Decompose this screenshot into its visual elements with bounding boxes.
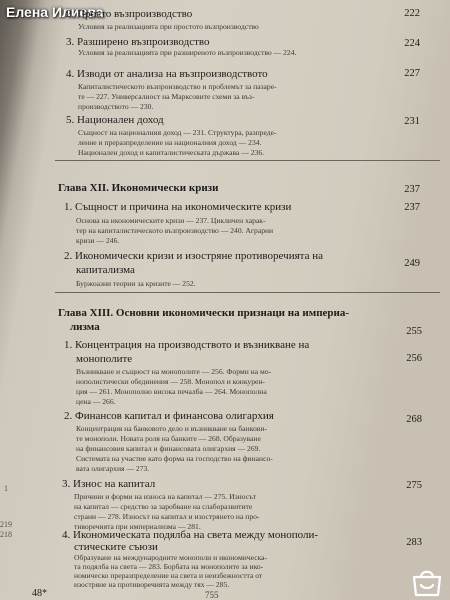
toc-page-number: 237 (404, 202, 420, 213)
toc-entry-description: тер на капиталистическото възпроизводство — 240. Аграрни (76, 226, 274, 235)
toc-page-number: 268 (406, 414, 422, 425)
toc-entry-simple-reproduction: 2. Просто възпроизводство (66, 8, 193, 20)
toc-entry-crises-contradictions: 2. Икономически кризи и изостряне противоречията на (64, 250, 323, 262)
toc-entry-description: номическо преразпределение на света и неизбежността от (74, 571, 263, 580)
toc-entry-description: кризи — 246. (76, 236, 120, 245)
toc-page-number: 222 (404, 8, 420, 19)
toc-entry-description: Национален доход и капиталистическата държава — 236. (78, 148, 265, 157)
toc-entry-extended-reproduction: 3. Разширено възпроизводство (66, 36, 210, 48)
toc-entry-reproduction-conclusions: 4. Изводи от анализа на възпроизводството (66, 68, 268, 80)
toc-entry-continuation: стическите съюзи (74, 541, 158, 553)
chapter-heading-xiii (58, 307, 349, 319)
uploader-name: Елена Илиева (6, 4, 104, 20)
chapter-prefix: Глава XIII. (58, 307, 114, 319)
toc-entry-description: Основа на икономическите кризи — 237. Цикличен харак- (76, 216, 266, 225)
toc-entry-description: страни — 278. Износът на капитал и изострянето на про- (74, 512, 260, 521)
toc-page-number: 224 (404, 38, 420, 49)
toc-entry-description: нополистически обединения — 258. Монопол и конкурен- (76, 377, 265, 386)
toc-entry-description: ление и преразпределение на националния доход — 234. (78, 138, 262, 147)
margin-mark: 1 (4, 484, 8, 493)
toc-entry-continuation: капитализма (76, 264, 135, 276)
toc-entry-description: Системата на участие като форма на господство на финансо- (76, 454, 273, 463)
toc-entry-description: Същност на националния доход — 231. Структура, разпреде- (78, 128, 277, 137)
toc-page-number: 227 (404, 68, 420, 79)
margin-mark: 218 (0, 530, 12, 539)
toc-entry-description: те — 227. Универсалност на Марксовите схеми за въз- (78, 92, 255, 101)
toc-entry-description: Образуване на международните монополи и икономическа- (74, 553, 268, 562)
divider (55, 292, 440, 293)
toc-entry-description: тиворечията при империализма — 281. (74, 522, 201, 531)
toc-entry-continuation: монополите (76, 353, 133, 365)
toc-entry-description: цена — 266. (76, 397, 116, 406)
page-folio-bottom: 755 (205, 590, 219, 600)
toc-page-number: 237 (404, 184, 420, 195)
chapter-title: Основни икономически признаци на империа- (115, 307, 350, 319)
toc-entry-finance-capital: 2. Финансов капитал и финансова олигархия (64, 410, 274, 422)
toc-entry-description: Концентрация на банковото дело и възникване на банкови- (76, 424, 267, 433)
page-folio: 48* (32, 588, 47, 599)
toc-entry-capital-export: 3. Износ на капитал (62, 478, 156, 490)
chapter-prefix: Глава XII. (58, 182, 109, 194)
toc-entry-national-income: 5. Национален доход (66, 114, 164, 126)
toc-entry-description: изостряне на противоречията между тях — 285. (74, 580, 230, 589)
toc-entry-description: на капитал — средство за заробване на слаборазвитите (74, 502, 253, 511)
toc-page-number: 249 (404, 258, 420, 269)
toc-entry-description: Условия за реализацията при разширеното възпроизводство — 224. (78, 48, 297, 57)
shopping-bag-icon (410, 567, 444, 597)
toc-entry-description: Капиталистическото възпроизводство и проблемът за пазаре- (78, 82, 277, 91)
toc-entry-description: Причини и форми на износа на капитал — 275. Износът (74, 492, 257, 501)
chapter-heading-xii (58, 182, 218, 194)
toc-page-number: 256 (406, 353, 422, 364)
toc-entry-description: на финансовия капитал и финансовата олигархия — 269. (76, 444, 261, 453)
toc-entry-description: ция — 261. Монополно висока печалба — 264. Монополна (76, 387, 267, 396)
toc-page-number: 255 (406, 326, 422, 337)
toc-entry-crises-essence: 1. Същност и причина на икономическите кризи (64, 201, 292, 213)
toc-page-number: 275 (406, 480, 422, 491)
divider (55, 160, 440, 161)
toc-entry-concentration: 1. Концентрация на производството и възникване на (64, 339, 310, 351)
chapter-title-continuation: лизма (70, 321, 100, 333)
toc-entry-description: вата олигархия — 273. (76, 464, 150, 473)
toc-page-number: 283 (406, 537, 422, 548)
toc-entry-description: та подялба на света — 283. Борбата на монополите за ико- (74, 562, 264, 571)
toc-entry-description: производството — 230. (78, 102, 154, 111)
toc-entry-description: те монополи. Новата роля на банките — 268. Образуване (76, 434, 261, 443)
chapter-title: Икономически кризи (111, 182, 219, 194)
toc-entry-economic-division: 4. Икономическата подялба на света между монополи- (62, 529, 319, 541)
toc-entry-description: Възникване и същност на монополите — 256. Форми на мо- (76, 367, 272, 376)
toc-entry-description: Буржоазни теории за кризите — 252. (76, 279, 196, 288)
toc-entry-description: Условия за реализацията при простото възпроизводство (78, 22, 259, 31)
toc-page-number: 231 (404, 116, 420, 127)
margin-mark: 219 (0, 520, 12, 529)
